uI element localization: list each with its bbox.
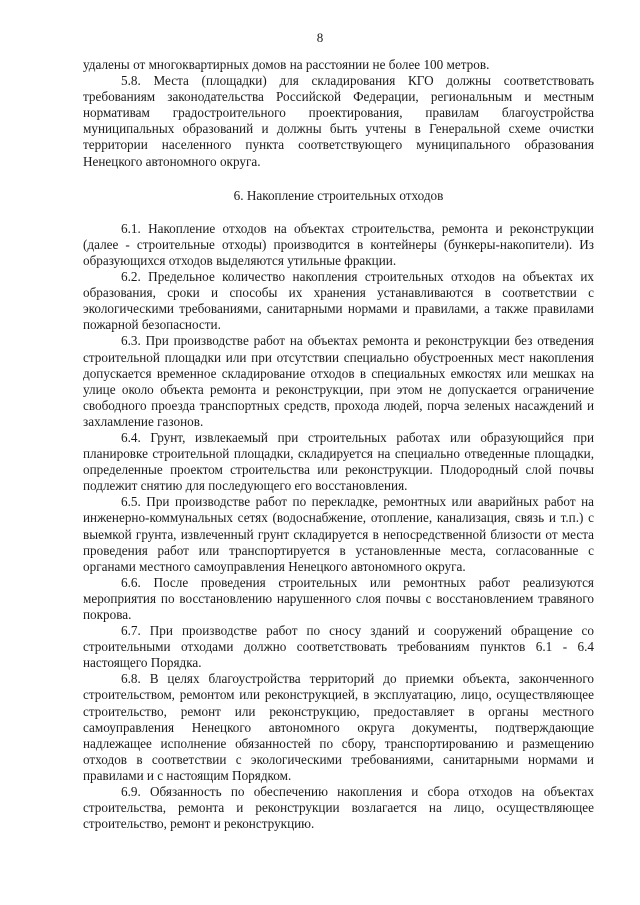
paragraph-6-2: 6.2. Предельное количество накопления строительных отходов на объектах их образования, сроки и способы их хранения устанавливаются в соответствии с экологическими требованиями, санитарными нормами и правилами, а также правилами пожарной безопасности.: [83, 269, 594, 333]
document-body: [83, 57, 594, 832]
paragraph-6-6: 6.6. После проведения строительных или ремонтных работ реализуются мероприятия по восстановлению нарушенного слоя почвы с восстановлением травяного покрова.: [83, 574, 594, 622]
paragraph-5-8: 5.8. Места (площадки) для складирования КГО должны соответствовать требованиям законодательства Российской Федерации, региональным и местным нормативам градостроительного проектирования, правилам благоустройства муниципальных образований и должны быть учтены в Генеральной схеме очистки территории населенного пункта соответствующего муниципального образования Ненецкого автономного округа.: [83, 73, 594, 169]
paragraph-6-4: 6.4. Грунт, извлекаемый при строительных работах или образующийся при планировке строительной площадки, складируется на специально отведенные площадки, определенные проектом строительства или реконструкции. Плодородный слой почвы подлежит снятию для последующего его восстановления.: [83, 429, 594, 494]
section-heading-6: 6. Накопление строительных отходов: [233, 187, 444, 203]
paragraph-6-8: 6.8. В целях благоустройства территорий до приемки объекта, законченного строительством, ремонтом или реконструкцией, в эксплуатацию, лицо, осуществляющее строительство, ремонт или реконструкцию, предоставляет в органы местного самоуправления Ненецкого автономного округа документы, подтверждающие надлежащее исполнение обязанностей по сбору, транспортированию и размещению отходов в соответствии с экологическими требованиями, санитарными нормами и правилами и с настоящим Порядком.: [83, 671, 594, 783]
paragraph-continuation: удалены от многоквартирных домов на расстоянии не более 100 метров.: [83, 57, 490, 72]
paragraph-6-7: 6.7. При производстве работ по сносу зданий и сооружений обращение со строительными отходами должно соответствовать требованиям пунктов 6.1 - 6.4 настоящего Порядка.: [83, 623, 594, 671]
paragraph-6-9: 6.9. Обязанность по обеспечению накопления и сбора отходов на объектах строительства, ремонта и реконструкции возлагается на лицо, осуществляющее строительство, ремонт и реконструкцию.: [83, 784, 594, 832]
paragraph-6-5: 6.5. При производстве работ по перекладке, ремонтных или аварийных работ на инженерно-коммунальных сетях (водоснабжение, отопление, канализация, связь и т.п.) с выемкой грунта, извлеченный грунт складируется в непосредственной близости от места проведения работ или транспортируется в установленные места, согласованные с органами местного самоуправления Ненецкого автономного округа.: [83, 494, 594, 574]
paragraph-6-3: 6.3. При производстве работ на объектах ремонта и реконструкции без отведения строительной площадки или при отсутствии специально обустроенных мест накопления допускается временное складирование отходов в специальных емкостях или мешках на улице около объекта ремонта и реконструкции, при этом не допускается ограничение свободного проезда транспортных средств, прохода людей, порча зеленых насаждений и захламление газонов.: [83, 333, 594, 429]
page-number: 8: [316, 30, 324, 45]
paragraph-6-1: 6.1. Накопление отходов на объектах строительства, ремонта и реконструкции (далее - строительные отходы) производится в контейнеры (бункеры-накопители). Из образующихся отходов выделяются утильные фракции.: [83, 220, 594, 268]
